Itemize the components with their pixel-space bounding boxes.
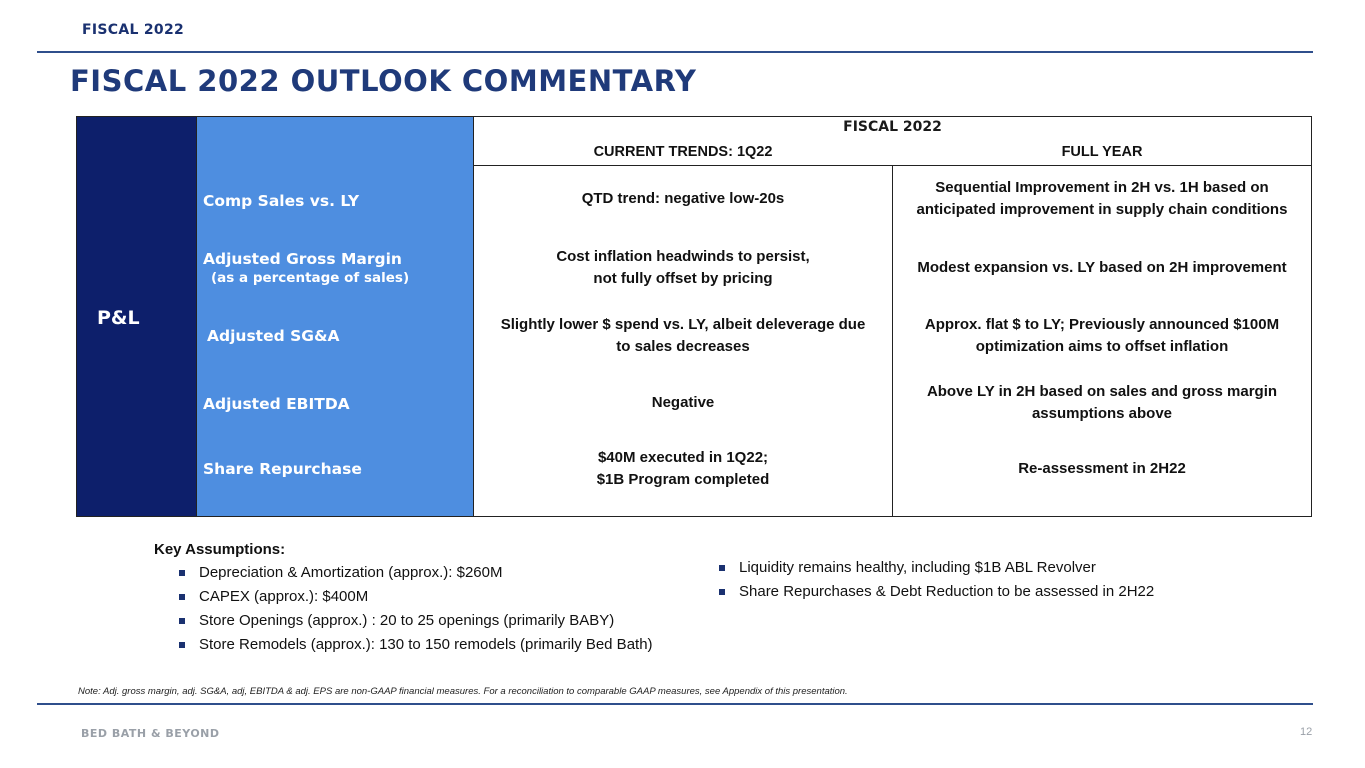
current-trends-header: CURRENT TRENDS: 1Q22 xyxy=(593,144,773,160)
comp-sales-current-text: QTD trend: negative low-20s xyxy=(581,190,785,207)
footnote: Note: Adj. gross margin, adj. SG&A, adj, EBITDA & adj. EPS are non-GAAP financial measures. For a reconciliation to comparable GAAP measures, see Appendix of this presentation. xyxy=(78,686,848,697)
comp-sales-current xyxy=(474,177,892,221)
metric-share-repurchase: Share Repurchase xyxy=(203,460,362,478)
ebitda-full-year xyxy=(893,381,1311,425)
outlook-table xyxy=(76,116,1312,517)
list-item: Liquidity remains healthy, including $1B ABL Revolver xyxy=(717,556,1154,580)
sga-current xyxy=(474,314,892,358)
pl-column xyxy=(77,117,197,516)
assumptions-list-left xyxy=(177,561,653,657)
comp-sales-full-year xyxy=(893,177,1311,221)
share-repurchase-full-year xyxy=(893,447,1311,491)
list-item: Share Repurchases & Debt Reduction to be assessed in 2H22 xyxy=(717,580,1154,604)
sga-current-l2: to sales decreases xyxy=(616,338,750,355)
metric-gross-margin-sub: (as a percentage of sales) xyxy=(211,270,410,286)
share-repurchase-current-l1: $40M executed in 1Q22; xyxy=(597,449,769,466)
share-repurchase-current xyxy=(474,447,892,491)
page-number: 12 xyxy=(1300,726,1313,738)
sga-full-year-l2: optimization aims to offset inflation xyxy=(975,338,1229,355)
gross-margin-current-l1: Cost inflation headwinds to persist, xyxy=(556,248,810,265)
list-item: CAPEX (approx.): $400M xyxy=(177,585,653,609)
bottom-divider xyxy=(37,703,1313,705)
list-item: Store Openings (approx.) : 20 to 25 openings (primarily BABY) xyxy=(177,609,653,633)
pl-label: P&L xyxy=(97,307,140,329)
gross-margin-full-year-text: Modest expansion vs. LY based on 2H improvement xyxy=(917,259,1287,276)
ebitda-current xyxy=(474,381,892,425)
sga-full-year xyxy=(893,314,1311,358)
key-assumptions-title: Key Assumptions: xyxy=(154,541,286,558)
metric-comp-sales: Comp Sales vs. LY xyxy=(203,192,360,210)
section-label: FISCAL 2022 xyxy=(82,22,185,38)
top-divider xyxy=(37,51,1313,53)
brand-logo-text: BED BATH & BEYOND xyxy=(81,727,220,740)
share-repurchase-current-l2: $1B Program completed xyxy=(596,471,770,488)
assumptions-list-right xyxy=(717,556,1154,604)
comp-sales-full-year-l1: Sequential Improvement in 2H vs. 1H based on xyxy=(935,179,1269,196)
share-repurchase-full-year-text: Re-assessment in 2H22 xyxy=(1018,460,1186,477)
metric-column xyxy=(197,117,474,516)
sga-full-year-l1: Approx. flat $ to LY; Previously announced $100M xyxy=(924,316,1280,333)
ebitda-full-year-l1: Above LY in 2H based on sales and gross margin xyxy=(926,383,1278,400)
fiscal-year-header: FISCAL 2022 xyxy=(843,119,942,135)
metric-ebitda: Adjusted EBITDA xyxy=(203,395,350,413)
sga-current-l1: Slightly lower $ spend vs. LY, albeit deleverage due xyxy=(500,316,866,333)
metric-gross-margin: Adjusted Gross Margin xyxy=(203,250,402,268)
gross-margin-current xyxy=(474,246,892,290)
gross-margin-full-year xyxy=(893,246,1311,290)
list-item: Depreciation & Amortization (approx.): $260M xyxy=(177,561,653,585)
metric-sga: Adjusted SG&A xyxy=(207,327,340,345)
ebitda-current-text: Negative xyxy=(651,394,715,411)
page-title: FISCAL 2022 OUTLOOK COMMENTARY xyxy=(70,64,697,98)
list-item: Store Remodels (approx.): 130 to 150 remodels (primarily Bed Bath) xyxy=(177,633,653,657)
ebitda-full-year-l2: assumptions above xyxy=(1031,405,1173,422)
comp-sales-full-year-l2: anticipated improvement in supply chain conditions xyxy=(916,201,1288,218)
gross-margin-current-l2: not fully offset by pricing xyxy=(593,270,773,287)
full-year-header: FULL YEAR xyxy=(1061,144,1143,160)
